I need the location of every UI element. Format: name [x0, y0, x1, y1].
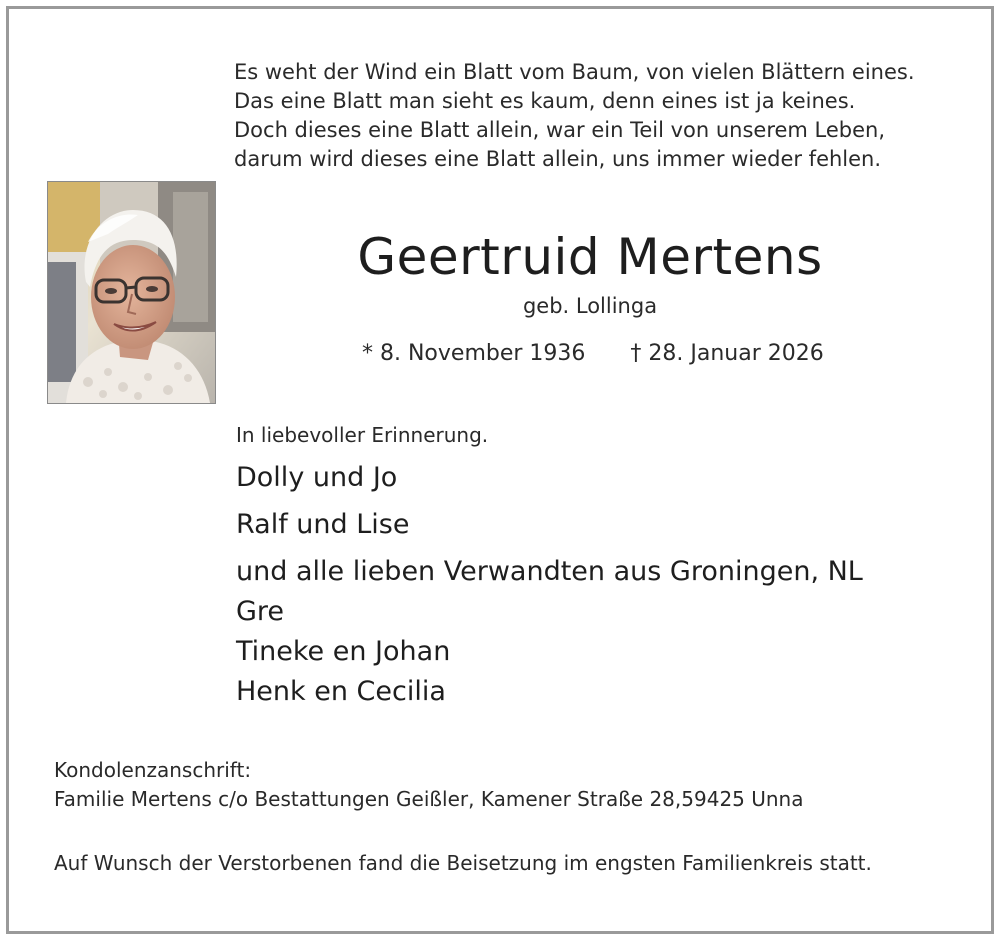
maiden-name: geb. Lollinga [522, 294, 658, 318]
remembrance-intro: In liebevoller Erinnerung. [236, 423, 489, 447]
mourner-entry: und alle lieben Verwandten aus Groningen, NL [236, 556, 863, 587]
life-dates [362, 340, 824, 368]
portrait-photo [47, 181, 216, 404]
mourner-entry: Dolly und Jo [236, 462, 398, 493]
burial-note: Auf Wunsch der Verstorbenen fand die Beisetzung im engsten Familienkreis statt. [54, 851, 872, 875]
birth-date: * 8. November 1936 [362, 341, 586, 366]
mourner-entry: Tineke en Johan [236, 636, 451, 667]
deceased-name: Geertruid Mertens [357, 228, 823, 286]
poem-line: Es weht der Wind ein Blatt vom Baum, von vielen Blättern eines. [234, 60, 915, 84]
mourner-entry: Henk en Cecilia [236, 676, 446, 707]
mourner-entry: Gre [236, 596, 285, 627]
mourner-entry: Ralf und Lise [236, 509, 410, 540]
condolence-label: Kondolenzanschrift: [54, 758, 252, 782]
poem [234, 58, 915, 174]
mourners-list [236, 458, 863, 712]
condolence-address: Familie Mertens c/o Bestattungen Geißler, Kamener Straße 28,59425 Unna [54, 787, 804, 811]
poem-line: darum wird dieses eine Blatt allein, uns immer wieder fehlen. [234, 147, 882, 171]
poem-line: Das eine Blatt man sieht es kaum, denn eines ist ja keines. [234, 89, 856, 113]
death-date: † 28. Januar 2026 [630, 341, 824, 366]
poem-line: Doch dieses eine Blatt allein, war ein Teil von unserem Leben, [234, 118, 886, 142]
condolence-address-block [54, 756, 804, 814]
